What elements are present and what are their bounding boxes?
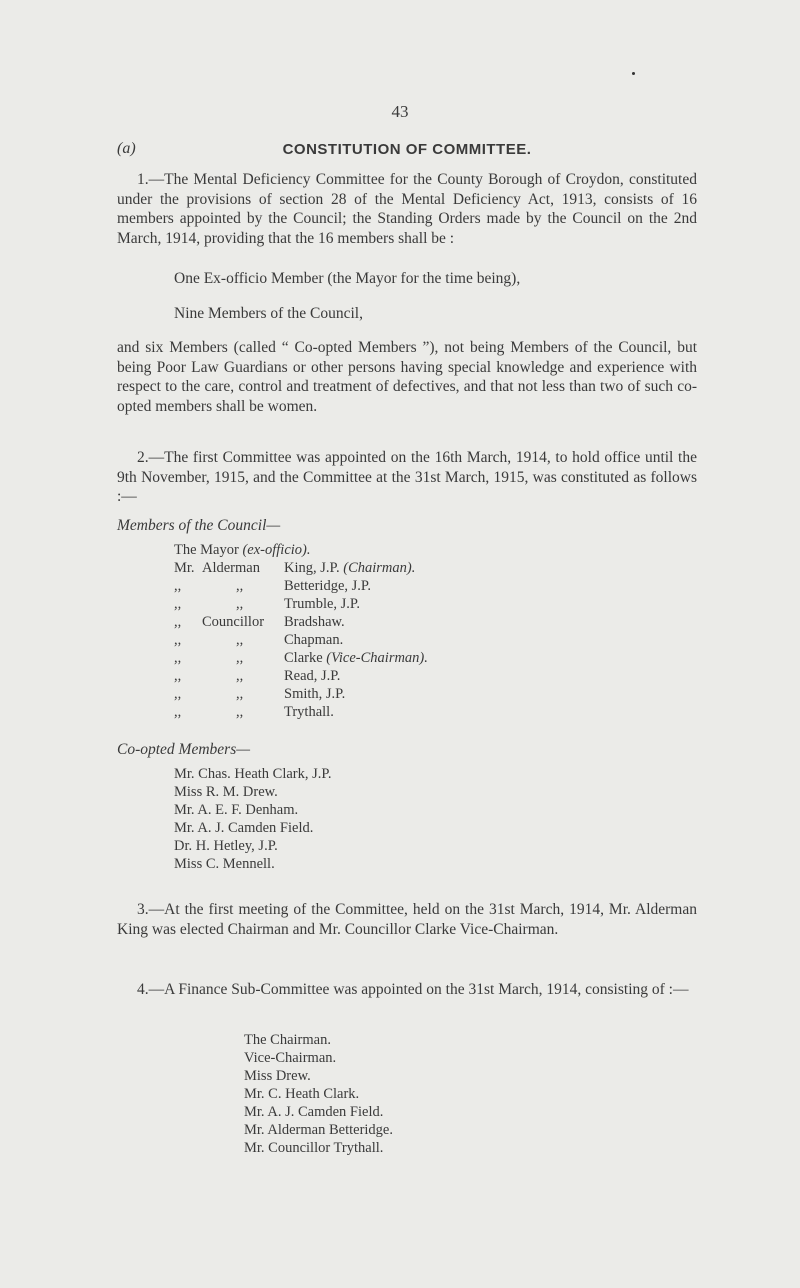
council-row-role bbox=[236, 668, 243, 685]
paragraph-1b: and six Members (called “ Co-opted Members ”), not being Members of the Council, but being Poor Law Guardians or other persons having special knowledge and experience with respect to the care, control and treatment of defectives, and that not less than two of such co-opted members shall be women. bbox=[117, 339, 697, 415]
paragraph-2: 2.—The first Committee was appointed on the 16th March, 1914, to hold office until the 9th November, 1915, and the Committee at the 31st March, 1915, was constituted as follows :— bbox=[117, 449, 697, 505]
section-title: CONSTITUTION OF COMMITTEE. bbox=[282, 141, 532, 158]
council-row bbox=[174, 650, 181, 667]
mayor-label: The Mayor bbox=[174, 542, 239, 558]
council-row bbox=[174, 668, 181, 685]
coopted-member: Mr. A. E. F. Denham. bbox=[174, 802, 299, 818]
member-title: ,, bbox=[174, 596, 182, 612]
member-role: ,, bbox=[236, 578, 244, 594]
member-name: King, J.P. bbox=[284, 560, 340, 576]
council-mayor bbox=[174, 542, 311, 559]
member-role: Councillor bbox=[202, 614, 265, 630]
section-marker: (a) bbox=[117, 140, 136, 157]
council-row-name bbox=[284, 632, 343, 649]
finance-member: Vice-Chairman. bbox=[244, 1050, 337, 1066]
member-title: Mr. bbox=[174, 560, 195, 576]
list1-item: One Ex-officio Member (the Mayor for the time being), bbox=[174, 270, 521, 287]
list1-item: Nine Members of the Council, bbox=[174, 305, 363, 322]
council-row-role bbox=[236, 704, 243, 721]
member-name: Betteridge, J.P. bbox=[284, 578, 371, 594]
member-name: Read, J.P. bbox=[284, 668, 341, 684]
paragraph-1: 1.—The Mental Deficiency Committee for the County Borough of Croydon, constituted under the provisions of section 28 of the Mental Deficiency Act, 1913, consists of 16 members appointed by the Council; the Standing Orders made by the Council on the 2nd March, 1914, providing that the 16 members shall be : bbox=[117, 171, 697, 247]
member-note: (Chairman). bbox=[343, 560, 416, 576]
member-role: ,, bbox=[236, 668, 244, 684]
member-name: Clarke bbox=[284, 650, 323, 666]
council-row-role bbox=[236, 686, 243, 703]
member-role: ,, bbox=[236, 686, 244, 702]
council-row-role bbox=[202, 560, 260, 577]
member-title: ,, bbox=[174, 668, 182, 684]
council-row-name bbox=[284, 560, 415, 577]
council-row-role bbox=[236, 578, 243, 595]
member-title: ,, bbox=[174, 632, 182, 648]
speck-mark bbox=[632, 72, 635, 75]
council-row-role bbox=[236, 596, 243, 613]
coopted-member: Miss C. Mennell. bbox=[174, 856, 275, 872]
coopted-member: Mr. Chas. Heath Clark, J.P. bbox=[174, 766, 332, 782]
member-title: ,, bbox=[174, 650, 182, 666]
finance-member: Mr. C. Heath Clark. bbox=[244, 1086, 360, 1102]
member-role: ,, bbox=[236, 704, 244, 720]
member-role: ,, bbox=[236, 596, 244, 612]
council-row bbox=[174, 632, 181, 649]
council-row-name bbox=[284, 668, 340, 685]
member-name: Bradshaw. bbox=[284, 614, 345, 630]
council-row-name bbox=[284, 704, 334, 721]
finance-member: Miss Drew. bbox=[244, 1068, 311, 1084]
council-row-name bbox=[284, 578, 371, 595]
coopted-member: Dr. H. Hetley, J.P. bbox=[174, 838, 278, 854]
council-heading: Members of the Council— bbox=[117, 517, 281, 534]
page-number: 43 bbox=[391, 102, 409, 121]
paragraph-4: 4.—A Finance Sub-Committee was appointed on the 31st March, 1914, consisting of :— bbox=[137, 981, 689, 998]
member-name: Chapman. bbox=[284, 632, 344, 648]
mayor-note: (ex-officio). bbox=[242, 542, 311, 558]
member-role: ,, bbox=[236, 632, 244, 648]
member-title: ,, bbox=[174, 578, 182, 594]
member-name: Trythall. bbox=[284, 704, 334, 720]
finance-member: Mr. Alderman Betteridge. bbox=[244, 1122, 393, 1138]
council-row bbox=[174, 596, 181, 613]
council-row-name bbox=[284, 650, 428, 667]
council-row bbox=[174, 560, 195, 577]
council-row-role bbox=[236, 650, 243, 667]
paragraph-3: 3.—At the first meeting of the Committee, held on the 31st March, 1914, Mr. Alderman King was elected Chairman and Mr. Councillor Clarke Vice-Chairman. bbox=[117, 901, 697, 938]
council-row-name bbox=[284, 686, 345, 703]
member-note: (Vice-Chairman). bbox=[326, 650, 428, 666]
council-row-name bbox=[284, 596, 360, 613]
council-row bbox=[174, 686, 181, 703]
member-role: Alderman bbox=[202, 560, 260, 576]
coopted-member: Mr. A. J. Camden Field. bbox=[174, 820, 314, 836]
coopted-member: Miss R. M. Drew. bbox=[174, 784, 278, 800]
council-row bbox=[174, 578, 181, 595]
member-title: ,, bbox=[174, 686, 182, 702]
finance-member: Mr. A. J. Camden Field. bbox=[244, 1104, 384, 1120]
member-name: Trumble, J.P. bbox=[284, 596, 361, 612]
member-role: ,, bbox=[236, 650, 244, 666]
member-title: ,, bbox=[174, 614, 182, 630]
council-row-role bbox=[202, 614, 264, 631]
council-row bbox=[174, 704, 181, 721]
finance-member: Mr. Councillor Trythall. bbox=[244, 1140, 384, 1156]
coopted-heading: Co-opted Members— bbox=[117, 741, 251, 758]
finance-member: The Chairman. bbox=[244, 1032, 331, 1048]
member-name: Smith, J.P. bbox=[284, 686, 346, 702]
council-row bbox=[174, 614, 181, 631]
member-title: ,, bbox=[174, 704, 182, 720]
council-row-role bbox=[236, 632, 243, 649]
council-row-name bbox=[284, 614, 345, 631]
